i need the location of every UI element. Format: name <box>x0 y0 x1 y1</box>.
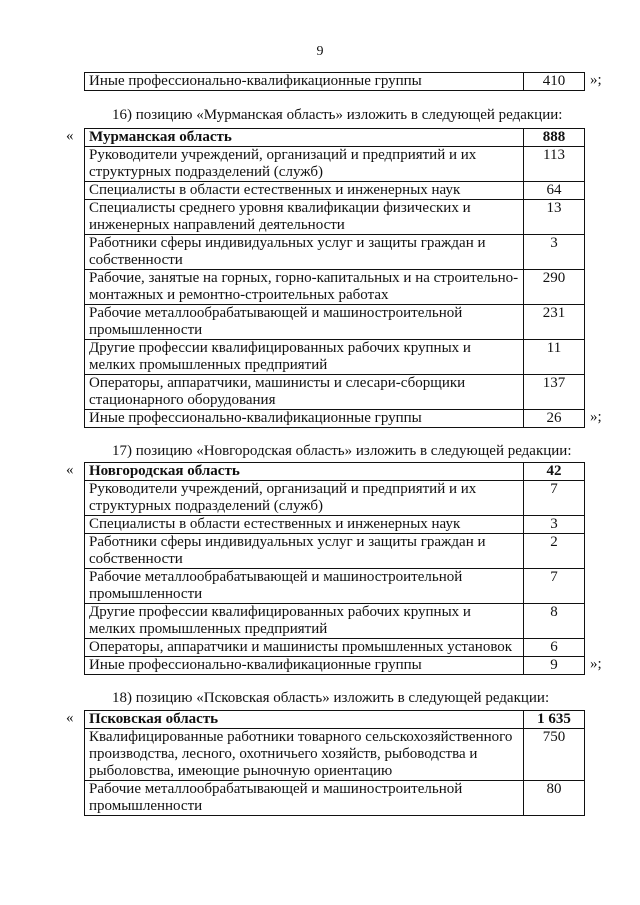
table-row <box>85 534 585 569</box>
region-total: 1 635 <box>524 711 585 729</box>
row-label: Работники сферы индивидуальных услуг и защиты граждан и собственности <box>85 534 524 569</box>
table-header-row <box>85 711 585 729</box>
row-label: Рабочие металлообрабатывающей и машиностроительной промышленности <box>85 305 524 340</box>
table-row <box>85 639 585 657</box>
table-row <box>85 781 585 816</box>
row-value: 2 <box>524 534 585 569</box>
table-row <box>85 147 585 182</box>
table-row <box>85 569 585 604</box>
murmansk-table <box>84 128 585 428</box>
row-label: Руководители учреждений, организаций и предприятий и их структурных подразделений (служб) <box>85 481 524 516</box>
table-row <box>85 73 585 91</box>
table-row <box>85 305 585 340</box>
row-value: 137 <box>524 375 585 410</box>
region-name: Мурманская область <box>85 129 524 147</box>
row-value: 9 <box>524 657 585 675</box>
row-value: 11 <box>524 340 585 375</box>
opening-quote: « <box>66 128 74 144</box>
row-label: Другие профессии квалифицированных рабочих крупных и мелких промышленных предприятий <box>85 604 524 639</box>
continuation-table <box>84 72 585 91</box>
row-label: Руководители учреждений, организаций и предприятий и их структурных подразделений (служб) <box>85 147 524 182</box>
row-label: Специалисты в области естественных и инженерных наук <box>85 516 524 534</box>
table-row <box>85 410 585 428</box>
row-label: Рабочие металлообрабатывающей и машиностроительной промышленности <box>85 569 524 604</box>
pskov-table <box>84 710 585 816</box>
table-row <box>85 516 585 534</box>
table-row <box>85 182 585 200</box>
region-total: 42 <box>524 463 585 481</box>
row-value: 231 <box>524 305 585 340</box>
row-value: 750 <box>524 729 585 781</box>
table-row <box>85 270 585 305</box>
region-name: Псковская область <box>85 711 524 729</box>
row-value: 7 <box>524 569 585 604</box>
row-value: 7 <box>524 481 585 516</box>
row-label: Квалифицированные работники товарного сельскохозяйственного производства, лесного, охотничьего хозяйств, рыбоводства и рыболовства, имеющие рыночную ориентацию <box>85 729 524 781</box>
row-value: 113 <box>524 147 585 182</box>
row-value: 64 <box>524 182 585 200</box>
closing-quote: »; <box>590 72 602 88</box>
row-label: Специалисты в области естественных и инженерных наук <box>85 182 524 200</box>
row-value: 3 <box>524 235 585 270</box>
row-value: 6 <box>524 639 585 657</box>
row-label: Рабочие, занятые на горных, горно-капитальных и на строительно-монтажных и ремонтно-строительных работах <box>85 270 524 305</box>
row-label: Иные профессионально-квалификационные группы <box>85 73 524 91</box>
row-label: Работники сферы индивидуальных услуг и защиты граждан и собственности <box>85 235 524 270</box>
section-18-intro: 18) позицию «Псковская область» изложить в следующей редакции: <box>112 690 550 706</box>
table-row <box>85 375 585 410</box>
table-header-row <box>85 463 585 481</box>
row-value: 3 <box>524 516 585 534</box>
table-row <box>85 729 585 781</box>
table-row <box>85 657 585 675</box>
table-row <box>85 604 585 639</box>
opening-quote: « <box>66 710 74 726</box>
table-header-row <box>85 129 585 147</box>
novgorod-table <box>84 462 585 675</box>
row-value: 13 <box>524 200 585 235</box>
region-total: 888 <box>524 129 585 147</box>
opening-quote: « <box>66 462 74 478</box>
row-label: Рабочие металлообрабатывающей и машиностроительной промышленности <box>85 781 524 816</box>
table-row <box>85 235 585 270</box>
row-label: Операторы, аппаратчики, машинисты и слесари-сборщики стационарного оборудования <box>85 375 524 410</box>
table-row <box>85 200 585 235</box>
row-label: Иные профессионально-квалификационные группы <box>85 410 524 428</box>
row-label: Специалисты среднего уровня квалификации физических и инженерных направлений деятельности <box>85 200 524 235</box>
row-label: Операторы, аппаратчики и машинисты промышленных установок <box>85 639 524 657</box>
closing-quote: »; <box>590 656 602 672</box>
row-label: Иные профессионально-квалификационные группы <box>85 657 524 675</box>
row-value: 80 <box>524 781 585 816</box>
row-value: 410 <box>524 73 585 91</box>
region-name: Новгородская область <box>85 463 524 481</box>
section-17-intro: 17) позицию «Новгородская область» изложить в следующей редакции: <box>112 443 572 459</box>
section-16-intro: 16) позицию «Мурманская область» изложить в следующей редакции: <box>112 107 563 123</box>
page-number: 9 <box>316 44 324 59</box>
row-value: 26 <box>524 410 585 428</box>
row-value: 290 <box>524 270 585 305</box>
row-value: 8 <box>524 604 585 639</box>
table-row <box>85 481 585 516</box>
closing-quote: »; <box>590 409 602 425</box>
table-row <box>85 340 585 375</box>
row-label: Другие профессии квалифицированных рабочих крупных и мелких промышленных предприятий <box>85 340 524 375</box>
